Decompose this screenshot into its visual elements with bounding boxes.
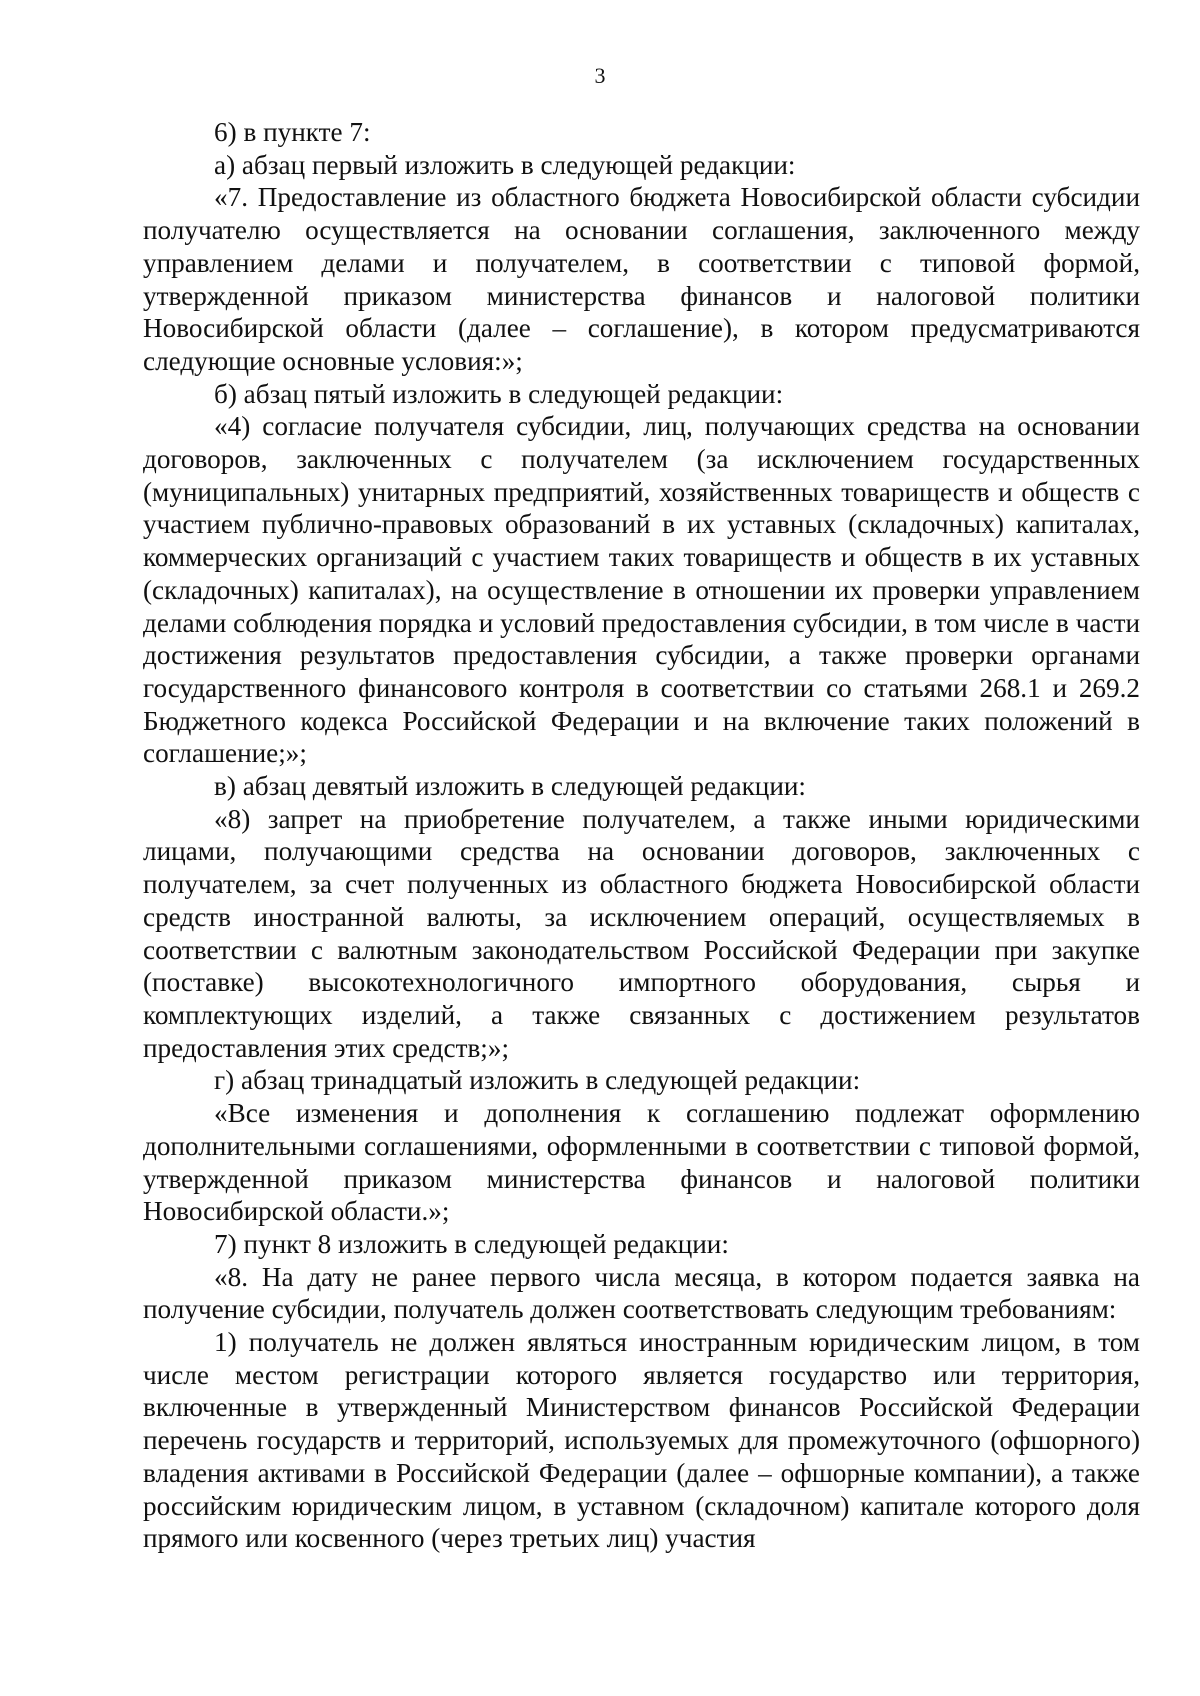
paragraph-subitem-v-header: в) абзац девятый изложить в следующей редакции: — [214, 771, 806, 802]
paragraph-condition-8-text: «8) запрет на приобретение получателем, а также иными юридическими лицами, получающими средства на основании договоров, заключенных с получателем, за счет полученных из областного бюджета Новосибирской области средств иностранной валюты, за исключением операций, осуществляемых в соответствии с валютным законодательством Российской Федерации при закупке (поставке) высокотехнологичного импортного оборудования, сырья и комплектующих изделий, а также связанных с достижением результатов предоставления этих средств;»; — [143, 803, 1140, 1063]
page-number: 3 — [594, 63, 606, 88]
paragraph-clause-8-text: «8. На дату не ранее первого числа месяца, в котором подается заявка на получение субсидии, получатель должен соответствовать следующим требованиям: — [143, 1261, 1140, 1325]
paragraph-amendments-text: «Все изменения и дополнения к соглашению подлежат оформлению дополнительными соглашениями, оформленными в соответствии с типовой формой, утвержденной приказом министерства финансов и налоговой политики Новосибирской области.»; — [143, 1098, 1140, 1227]
paragraph-subitem-b-header: б) абзац пятый изложить в следующей редакции: — [214, 378, 784, 409]
paragraph-item-7-header: 7) пункт 8 изложить в следующей редакции: — [214, 1228, 729, 1259]
paragraph-subitem-a-header: а) абзац первый изложить в следующей редакции: — [214, 149, 796, 180]
document-body — [143, 116, 1140, 1555]
paragraph-requirement-1-text: 1) получатель не должен являться иностранным юридическим лицом, в том числе местом регистрации которого является государство или территория, включенные в утвержденный Министерством финансов Российской Федерации перечень государств и территорий, используемых для промежуточного (офшорного) владения активами в Российской Федерации (далее – офшорные компании), а также российским юридическим лицом, в уставном (складочном) капитале которого доля прямого или косвенного (через третьих лиц) участия — [143, 1327, 1140, 1554]
paragraph-subitem-g-header: г) абзац тринадцатый изложить в следующей редакции: — [214, 1065, 861, 1096]
paragraph-condition-4-text: «4) согласие получателя субсидии, лиц, получающих средства на основании договоров, заключенных с получателем (за исключением государственных (муниципальных) унитарных предприятий, хозяйственных товариществ и обществ с участием публично-правовых образований в их уставных (складочных) капиталах, коммерческих организаций с участием таких товариществ и обществ в их уставных (складочных) капиталах), на осуществление в отношении их проверки управлением делами соблюдения порядка и условий предоставления субсидии, в том числе в части достижения результатов предоставления субсидии, а также проверки органами государственного финансового контроля в соответствии со статьями 268.1 и 269.2 Бюджетного кодекса Российской Федерации и на включение таких положений в соглашение;»; — [143, 411, 1140, 769]
paragraph-clause-7-text: «7. Предоставление из областного бюджета Новосибирской области субсидии получателю осуществляется на основании соглашения, заключенного между управлением делами и получателем, в соответствии с типовой формой, утвержденной приказом министерства финансов и налоговой политики Новосибирской области (далее – соглашение), в котором предусматриваются следующие основные условия:»; — [143, 182, 1140, 376]
paragraph-item-6-header: 6) в пункте 7: — [214, 117, 371, 147]
